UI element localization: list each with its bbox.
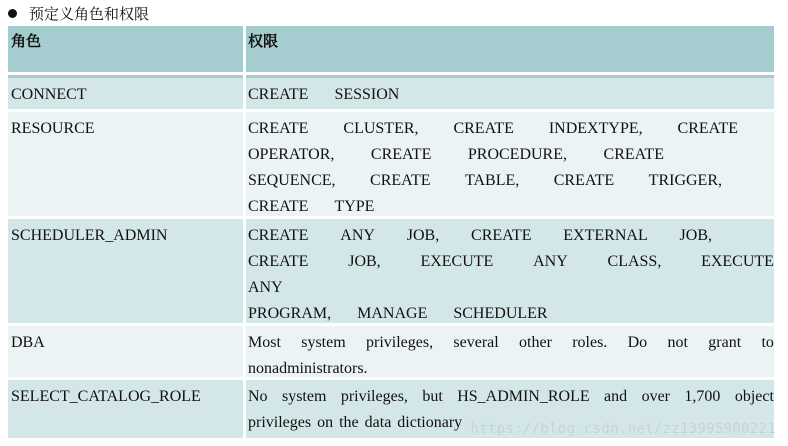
privilege-line: SEQUENCE, CREATE TABLE, CREATE TRIGGER, — [248, 172, 722, 189]
privilege-line: ANY — [248, 279, 283, 296]
role-cell: CONNECT — [8, 78, 246, 109]
watermark: https://blog.csdn.net/zz13995900221 — [470, 421, 776, 437]
roles-table — [8, 26, 774, 438]
section-heading — [8, 3, 149, 23]
role-cell: RESOURCE — [8, 112, 246, 216]
privilege-line: CREATE CLUSTER, CREATE INDEXTYPE, CREATE — [248, 120, 738, 137]
privilege-cell — [246, 219, 774, 323]
role-cell: DBA — [8, 326, 246, 377]
privilege-line: CREATE SESSION — [248, 86, 400, 103]
table-row — [8, 78, 774, 112]
privilege-line: CREATE TYPE — [248, 198, 375, 215]
heading-text: 预定义角色和权限 — [29, 4, 150, 23]
privilege-line: No system privileges, but HS_ADMIN_ROLE and over 1,700 object — [248, 388, 774, 405]
table-row — [8, 112, 774, 219]
table-row — [8, 219, 774, 326]
privilege-cell — [246, 112, 774, 216]
privilege-cell — [246, 78, 774, 109]
bullet-icon — [8, 9, 17, 18]
table-header — [8, 26, 774, 75]
role-cell: SCHEDULER_ADMIN — [8, 219, 246, 323]
privilege-line: OPERATOR, CREATE PROCEDURE, CREATE — [248, 146, 664, 163]
privilege-line: nonadministrators. — [248, 360, 368, 377]
privilege-line: CREATE JOB, EXECUTE ANY CLASS, EXECUTE — [248, 253, 774, 270]
role-cell: SELECT_CATALOG_ROLE — [8, 380, 246, 438]
table-row — [8, 326, 774, 380]
privilege-line: PROGRAM, MANAGE SCHEDULER — [248, 305, 548, 322]
privilege-line: Most system privileges, several other roles. Do not grant to — [248, 334, 774, 351]
privilege-cell — [246, 326, 774, 377]
privilege-line: CREATE ANY JOB, CREATE EXTERNAL JOB, — [248, 227, 712, 244]
privilege-line: privileges on the data dictionary — [248, 414, 463, 431]
header-role: 角色 — [8, 26, 246, 72]
header-privileges: 权限 — [248, 32, 279, 50]
